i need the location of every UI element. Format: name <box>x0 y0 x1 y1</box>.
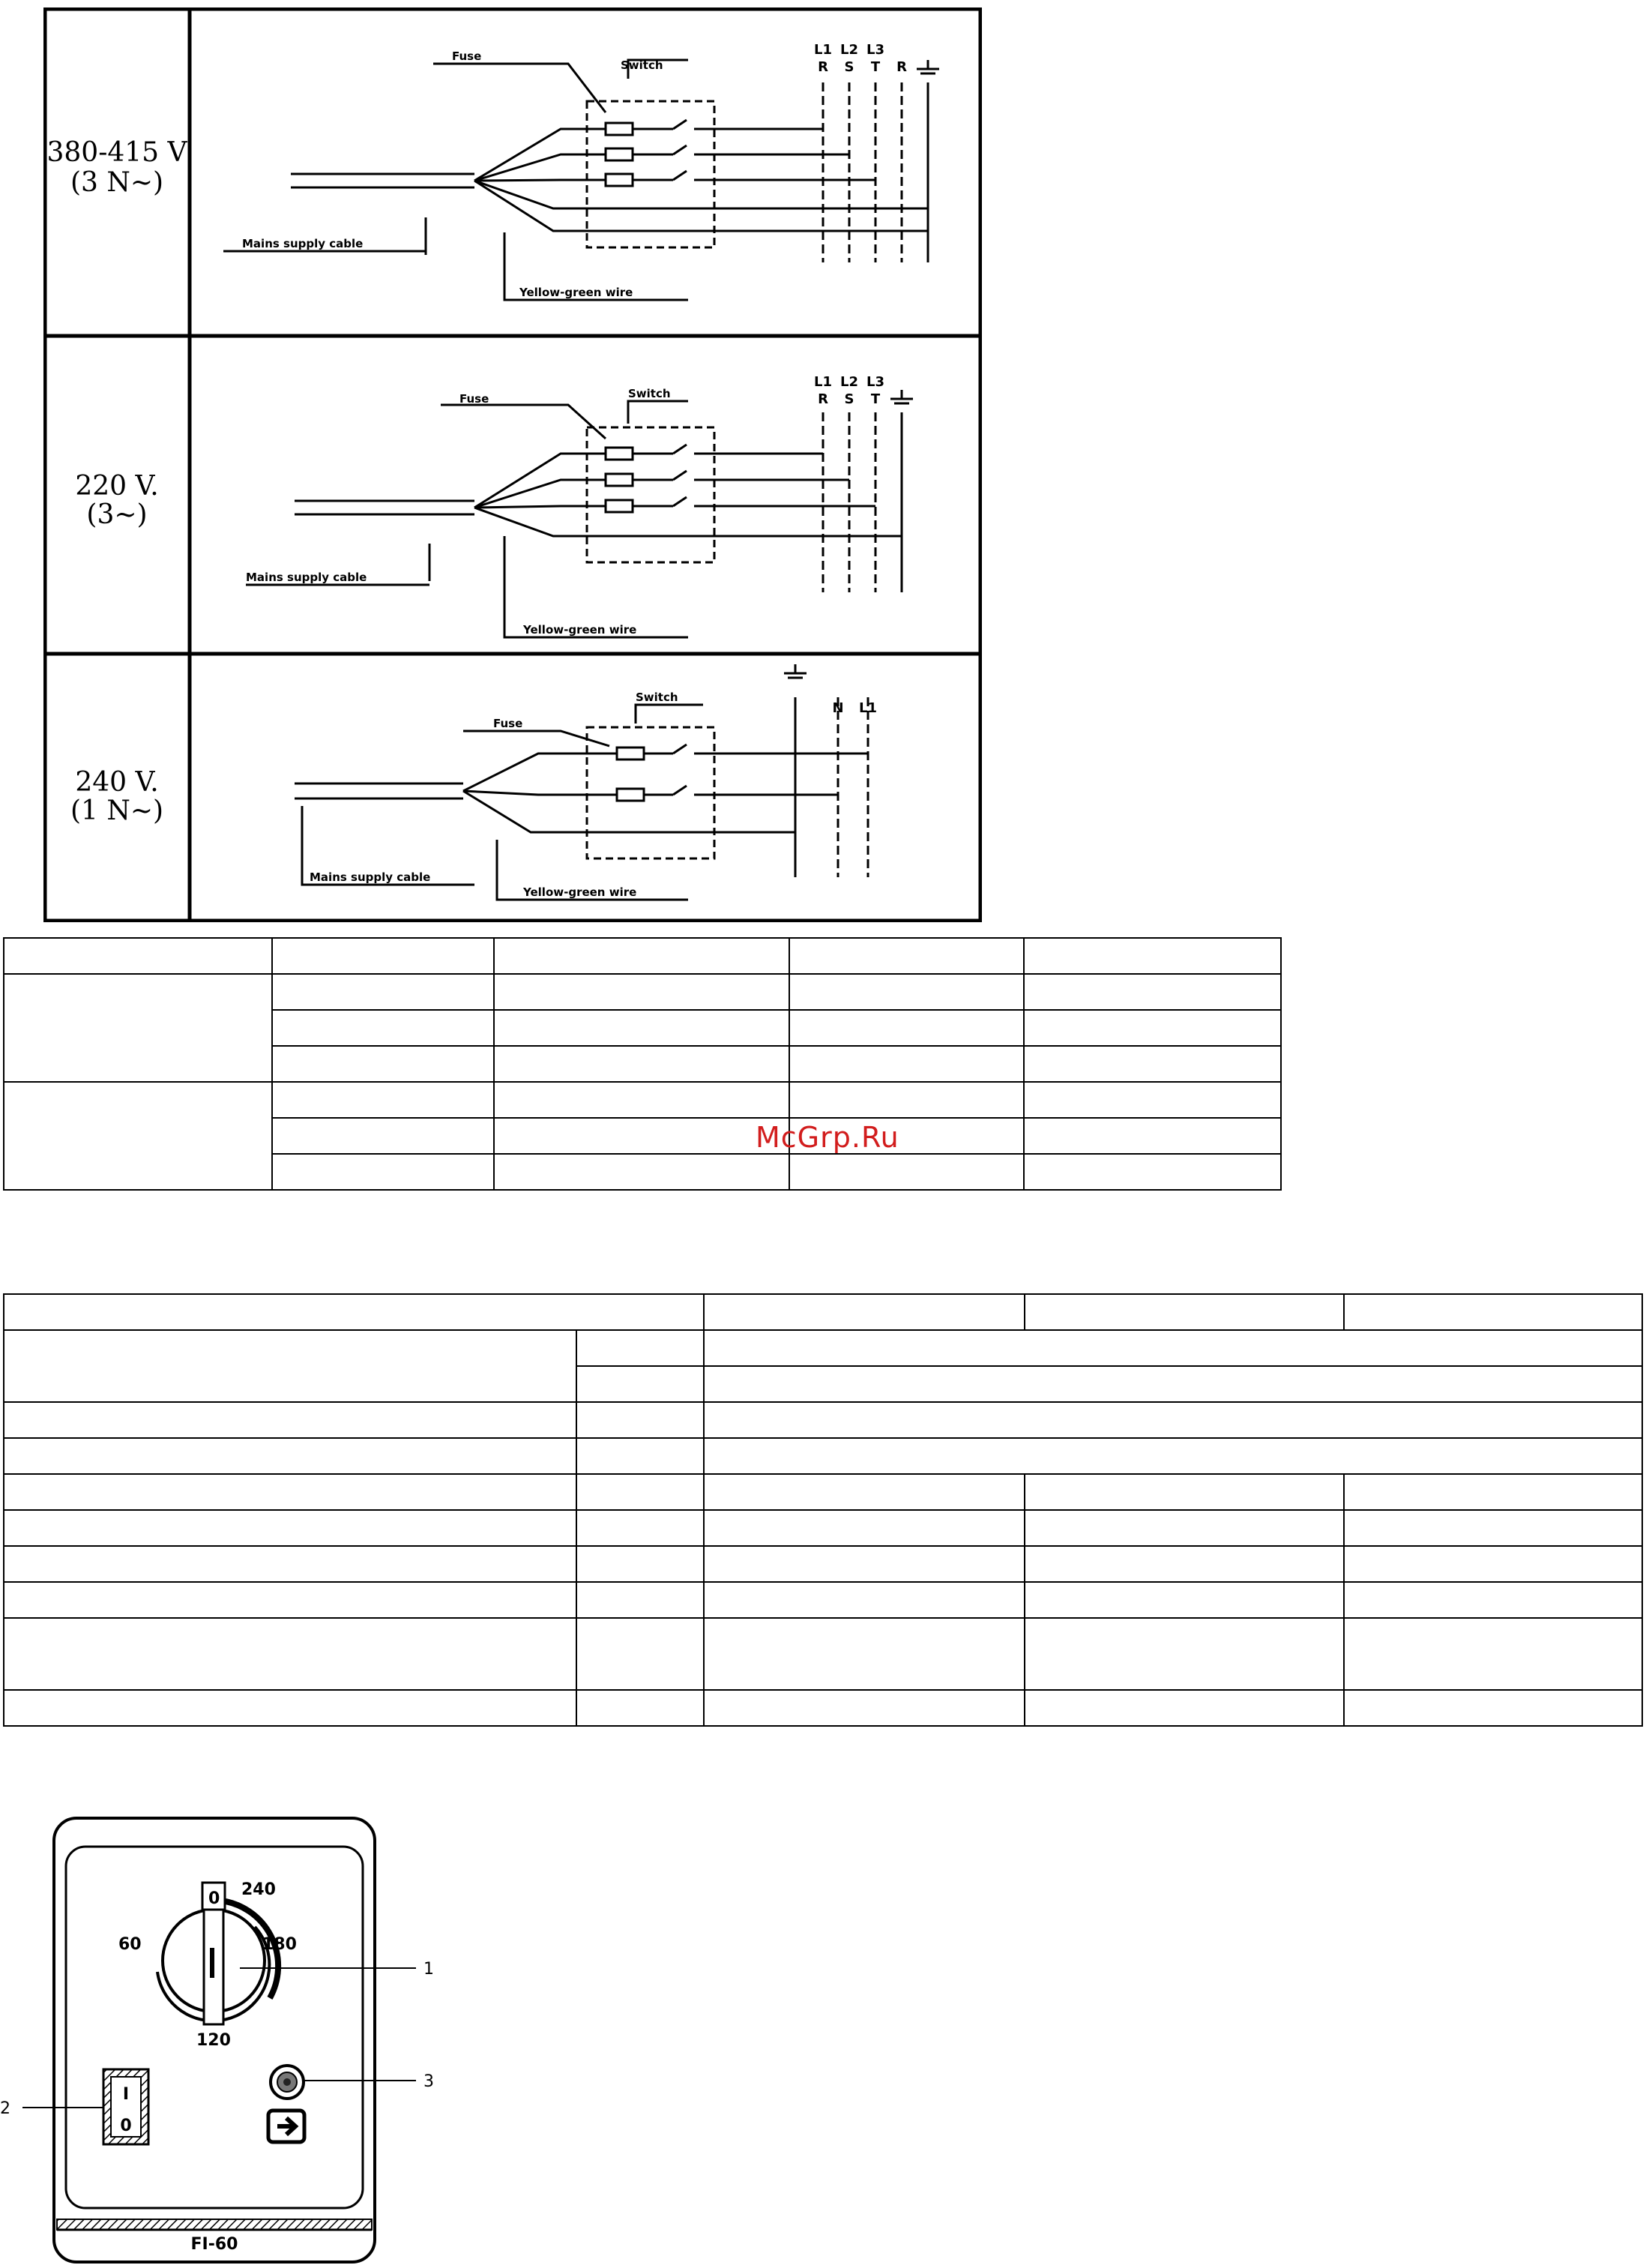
phase-bottom-label: R <box>818 59 828 75</box>
phase-top-label: L1 <box>859 700 877 716</box>
cable-label-3: Mains supply cable <box>310 870 431 884</box>
model-label: FI-60 <box>190 2235 238 2254</box>
table-row <box>4 1082 1281 1118</box>
indicator-lamp-icon <box>271 2066 304 2099</box>
fuse-table <box>3 937 1282 1191</box>
phase-label-1: (3 N~) <box>70 167 164 198</box>
table-row <box>4 1690 1642 1726</box>
phase-bottom-label: R <box>896 59 907 75</box>
earth-label-2: Yellow-green wire <box>523 623 637 637</box>
callout-3: 3 <box>423 2072 434 2091</box>
dial-value-0: 0 <box>208 1889 220 1908</box>
fuse-label-2: Fuse <box>459 392 489 406</box>
table-row <box>4 1582 1642 1618</box>
dial-value-240: 240 <box>241 1880 276 1899</box>
voltage-label-2: 220 V. <box>75 471 159 502</box>
phase-top-label: L2 <box>840 42 858 58</box>
switch-off-label: 0 <box>120 2117 132 2135</box>
fuse-label-1: Fuse <box>452 49 482 63</box>
wiring-row-380v <box>223 60 939 300</box>
callout-1: 1 <box>423 1960 434 1979</box>
cable-label-2: Mains supply cable <box>246 571 367 584</box>
phase-top-label: L2 <box>840 374 858 390</box>
table-row <box>4 938 1281 974</box>
phase-label-3: (1 N~) <box>70 795 164 826</box>
phase-top-label: L3 <box>866 374 884 390</box>
switch-label-1: Switch <box>621 58 663 72</box>
phase-bottom-label: T <box>870 59 881 75</box>
phase-bottom-label: S <box>844 59 854 75</box>
table-row <box>4 974 1281 1010</box>
table-row <box>4 1294 1642 1330</box>
phase-top-label: N <box>832 700 844 716</box>
phase-bottom-label: R <box>818 391 828 407</box>
watermark: McGrp.Ru <box>756 1121 899 1154</box>
fuse-label-3: Fuse <box>493 717 523 730</box>
table-row <box>4 1438 1642 1474</box>
cable-label-1: Mains supply cable <box>242 237 364 250</box>
control-panel-diagram <box>0 1811 457 2268</box>
arrow-right-icon <box>268 2111 304 2142</box>
wiring-diagram <box>43 7 982 922</box>
wiring-row-240v <box>295 664 868 900</box>
switch-label-2: Switch <box>628 387 671 400</box>
phase-top-label: L3 <box>866 42 884 58</box>
table-row <box>4 1618 1642 1690</box>
dial-value-180: 180 <box>262 1935 297 1954</box>
table-row <box>4 1546 1642 1582</box>
table-row <box>4 1474 1642 1510</box>
phase-top-label: L1 <box>814 42 832 58</box>
phase-top-label: L1 <box>814 374 832 390</box>
callout-2: 2 <box>0 2099 10 2118</box>
earth-label-1: Yellow-green wire <box>519 286 633 299</box>
switch-on-label: I <box>122 2085 130 2104</box>
voltage-label-1: 380-415 V <box>46 137 187 168</box>
dial-value-60: 60 <box>118 1935 142 1954</box>
phase-label-2: (3~) <box>86 499 148 530</box>
specification-table <box>3 1293 1643 1727</box>
phase-bottom-label: T <box>870 391 881 407</box>
table-row <box>4 1510 1642 1546</box>
dial-value-120: 120 <box>196 2031 231 2050</box>
earth-label-3: Yellow-green wire <box>523 885 637 899</box>
wiring-row-220v <box>246 390 913 637</box>
voltage-label-3: 240 V. <box>75 767 159 798</box>
phase-bottom-label: S <box>844 391 854 407</box>
table-row <box>4 1402 1642 1438</box>
switch-label-3: Switch <box>636 691 678 704</box>
table-row <box>4 1330 1642 1366</box>
